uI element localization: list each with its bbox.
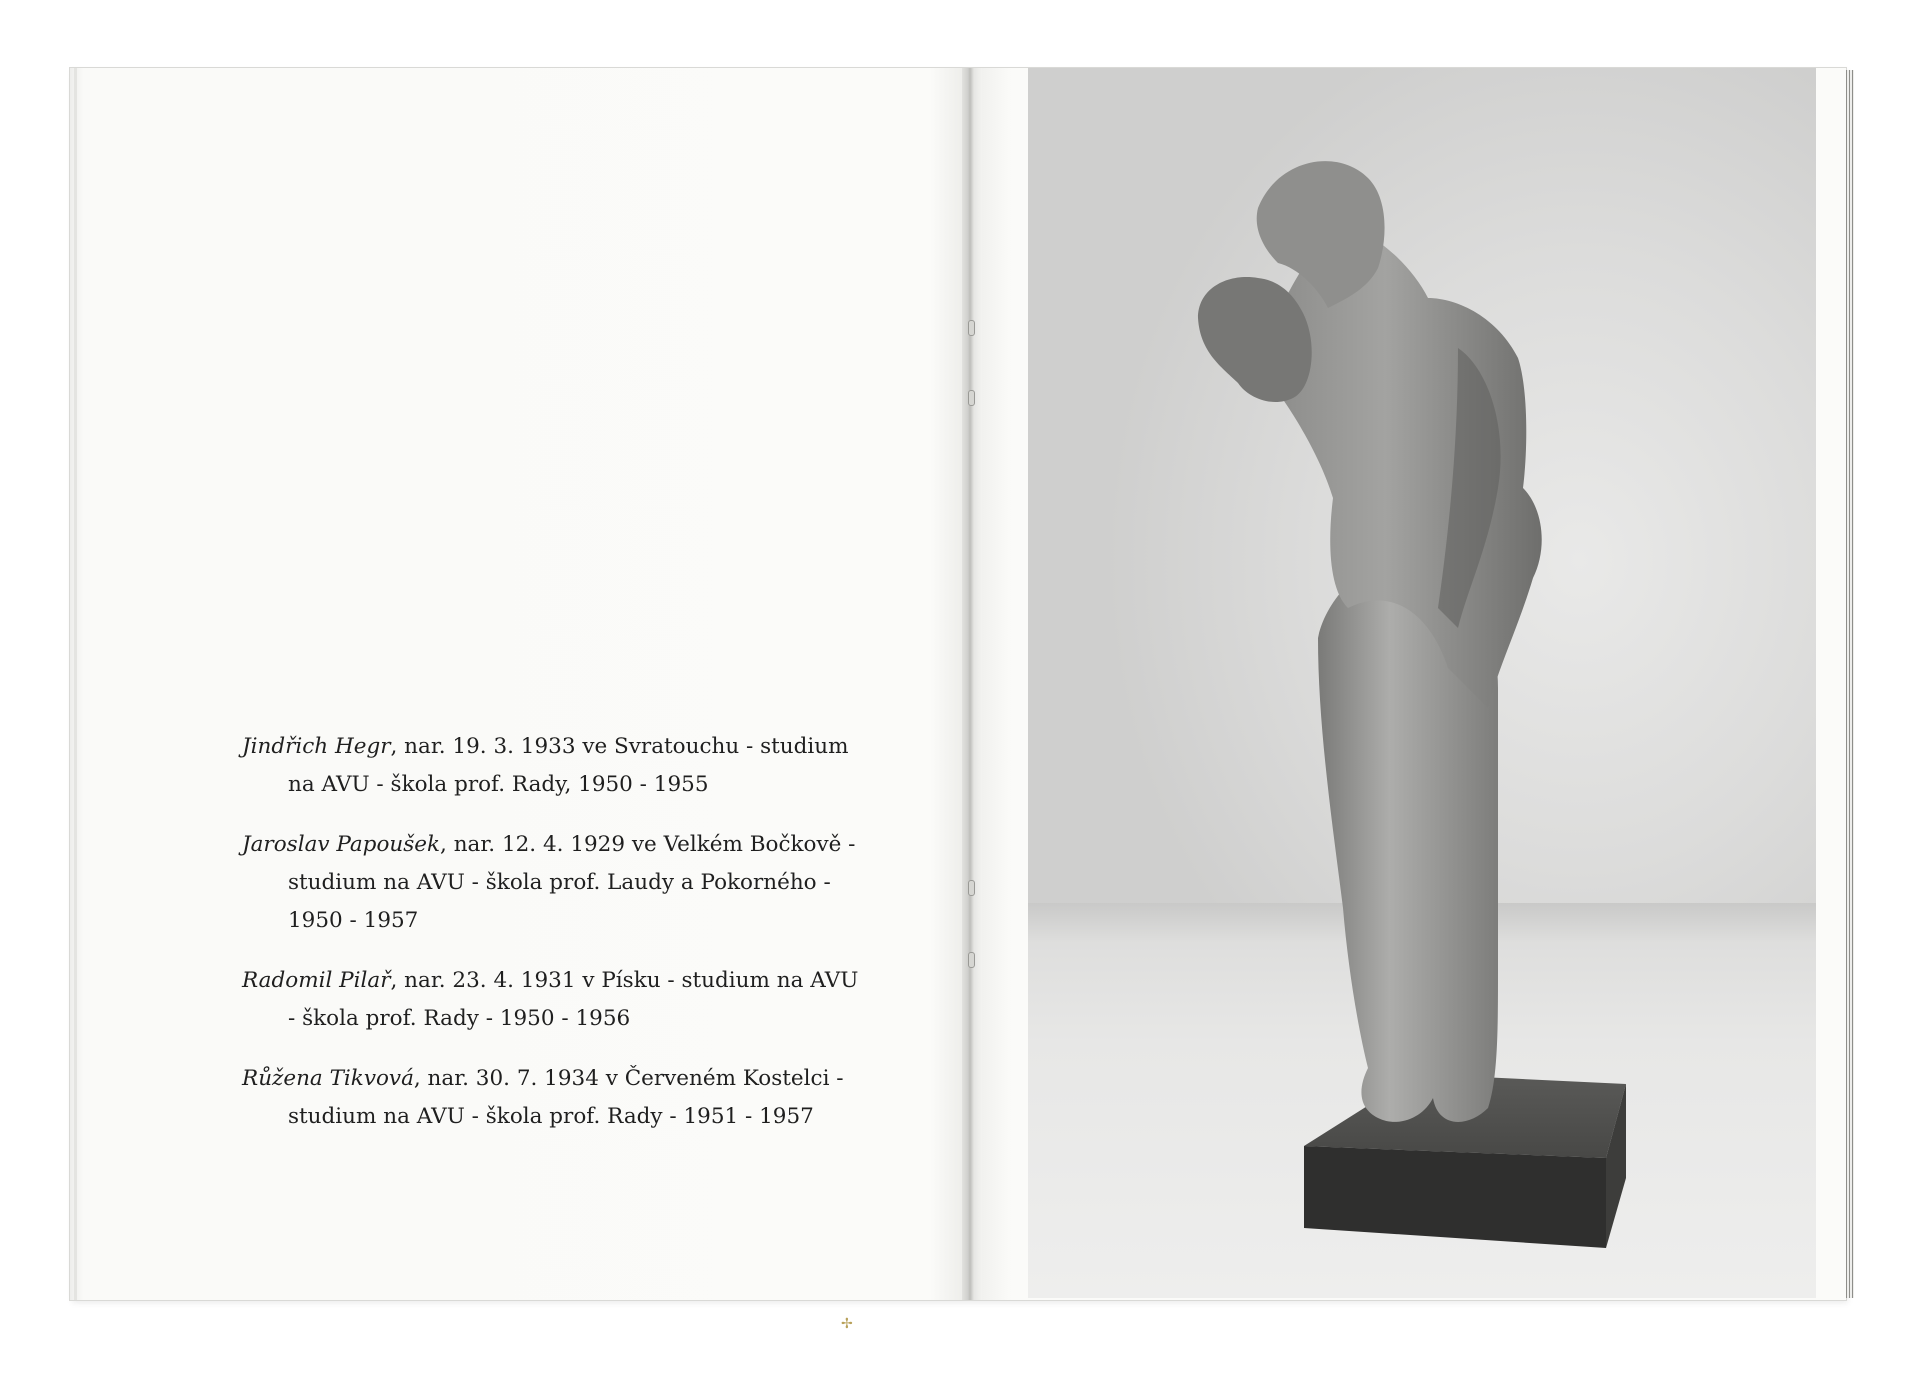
bio-text: studium na AVU - škola prof. Laudy a Pokorného -: [288, 870, 831, 895]
sculpture-photograph: [1028, 68, 1816, 1298]
artist-name: Jindřich Hegr: [242, 734, 391, 759]
staple: [968, 880, 975, 896]
artist-biographies: [242, 728, 892, 1158]
bio-entry: [242, 962, 892, 1038]
bio-text: , nar. 30. 7. 1934 v Červeném Kostelci -: [413, 1066, 844, 1091]
bio-entry: [242, 728, 892, 804]
bio-text: , nar. 19. 3. 1933 ve Svratouchu - studium: [390, 734, 849, 759]
registration-mark-icon: ✢: [841, 1316, 853, 1332]
bio-text: - škola prof. Rady - 1950 - 1956: [288, 1006, 631, 1031]
bio-text: 1950 - 1957: [288, 908, 419, 933]
binding-gutter: [962, 68, 982, 1300]
staple: [968, 320, 975, 336]
page-stack-edge: [1846, 70, 1854, 1298]
bio-entry: [242, 826, 892, 940]
left-page: [70, 68, 962, 1300]
page-edge: [74, 68, 77, 1300]
bio-text: studium na AVU - škola prof. Rady - 1951 - 1957: [288, 1104, 814, 1129]
staple: [968, 390, 975, 406]
sculpture-figure: [1028, 68, 1816, 1298]
bio-text: na AVU - škola prof. Rady, 1950 - 1955: [288, 772, 709, 797]
artist-name: Růžena Tikvová: [242, 1066, 414, 1091]
pedestal-front: [1304, 1146, 1606, 1248]
artist-name: Jaroslav Papoušek: [242, 832, 441, 857]
bio-text: , nar. 12. 4. 1929 ve Velkém Bočkově -: [440, 832, 856, 857]
bio-entry: [242, 1060, 892, 1136]
artist-name: Radomil Pilař: [242, 968, 391, 993]
staple: [968, 952, 975, 968]
bio-text: , nar. 23. 4. 1931 v Písku - studium na AVU: [390, 968, 859, 993]
